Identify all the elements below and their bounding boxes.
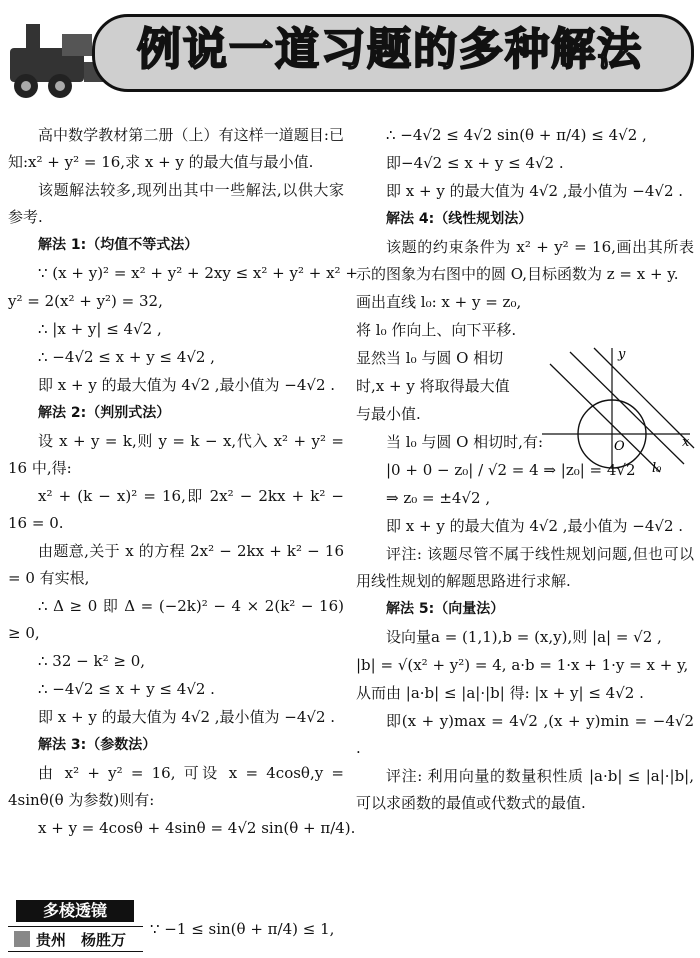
text-line: ∴ Δ ≥ 0 即 Δ = (−2k)² − 4 × 2(k² − 16) ≥ 0,	[8, 597, 344, 642]
text-line: 由题意,关于 x 的方程 2x² − 2kx + k² − 16 = 0 有实根,	[8, 542, 344, 587]
last-equation: ∵ −1 ≤ sin(θ + π/4) ≤ 1,	[150, 920, 335, 938]
text-line: 解法 1:（均值不等式法）	[38, 237, 199, 253]
origin-label: O	[614, 439, 625, 454]
text-line: 当 l₀ 与圆 O 相切时,有:	[386, 433, 544, 451]
text-line: 时,x + y 将取得最大值	[356, 377, 510, 395]
text-line: 解法 2:（判别式法）	[38, 405, 171, 421]
text-line: 即 x + y 的最大值为 4√2 ,最小值为 −4√2 .	[386, 517, 684, 535]
text-line: 高中数学教材第二册（上）有这样一道题目:已知:x² + y² = 16,求 x + y 的最大值与最小值.	[8, 126, 344, 171]
left-column	[8, 122, 358, 843]
header-banner	[0, 0, 700, 112]
tangent-line-1	[550, 364, 660, 472]
line-label: l₀	[652, 461, 662, 474]
text-line: 即 x + y 的最大值为 4√2 ,最小值为 −4√2 .	[38, 376, 336, 394]
text-line: 即 x + y 的最大值为 4√2 ,最小值为 −4√2 .	[386, 182, 684, 200]
text-line: 设向量a = (1,1),b = (x,y),则 |a| = √2 ,	[386, 628, 662, 646]
text-line: 评注: 利用向量的数量积性质 |a·b| ≤ |a|·|b|,可以求函数的最值或代数式的最值.	[356, 767, 694, 812]
text-line: ∴ |x + y| ≤ 4√2 ,	[38, 320, 162, 338]
text-line: ∴ −4√2 ≤ x + y ≤ 4√2 ,	[38, 348, 215, 366]
text-line: 将 l₀ 作向上、向下平移.	[356, 321, 517, 339]
text-line: 评注: 该题尽管不属于线性规划问题,但也可以用线性规划的解题思路进行求解.	[356, 545, 694, 590]
text-line: 即−4√2 ≤ x + y ≤ 4√2 .	[386, 154, 564, 172]
y-label: y	[618, 347, 626, 362]
text-line: y² = 2(x² + y²) = 32,	[8, 292, 163, 310]
x-label: x	[682, 435, 690, 450]
text-line: 即(x + y)max = 4√2 ,(x + y)min = −4√2 .	[356, 712, 694, 757]
page-title: 例说一道习题的多种解法	[137, 24, 643, 75]
circle-line-graph	[534, 344, 696, 474]
text-line: |0 + 0 − z₀| / √2 = 4 ⇒ |z₀| = 4√2	[386, 461, 636, 479]
text-line: 解法 3:（参数法）	[38, 737, 157, 753]
text-line: 与最小值.	[356, 405, 421, 423]
text-line: ∴ 32 − k² ≥ 0,	[38, 652, 146, 670]
text-line: 从而由 |a·b| ≤ |a|·|b| 得: |x + y| ≤ 4√2 .	[356, 684, 644, 702]
text-line: x² + (k − x)² = 16,即 2x² − 2kx + k² − 16 = 0.	[8, 487, 344, 532]
text-line: ∴ −4√2 ≤ x + y ≤ 4√2 .	[38, 680, 215, 698]
text-line: 解法 5:（向量法）	[386, 601, 505, 617]
text-line: 由 x² + y² = 16, 可设 x = 4cosθ,y = 4sinθ(θ 为参数)则有:	[8, 764, 344, 809]
text-line: 即 x + y 的最大值为 4√2 ,最小值为 −4√2 .	[38, 708, 336, 726]
author: 贵州 杨胜万	[8, 926, 143, 952]
text-line: 解法 4:（线性规划法）	[386, 211, 533, 227]
text-line: x + y = 4cosθ + 4sinθ = 4√2 sin(θ + π/4).	[38, 819, 356, 837]
text-line: ⇒ z₀ = ±4√2 ,	[386, 489, 491, 507]
text-line: 设 x + y = k,则 y = k − x,代入 x² + y² = 16 中,得:	[8, 432, 344, 477]
text-line: |b| = √(x² + y²) = 4, a·b = 1·x + 1·y = x + y,	[356, 656, 689, 674]
text-line: ∵ (x + y)² = x² + y² + 2xy ≤ x² + y² + x² +	[38, 264, 358, 282]
middle-line	[594, 348, 694, 448]
footer-badge	[8, 900, 143, 956]
text-line: 该题解法较多,现列出其中一些解法,以供大家参考.	[8, 181, 344, 226]
tangent-line-2	[570, 352, 684, 464]
text-line: 画出直线 l₀: x + y = z₀,	[356, 293, 522, 311]
text-line: 显然当 l₀ 与圆 O 相切	[356, 349, 504, 367]
text-line: ∴ −4√2 ≤ 4√2 sin(θ + π/4) ≤ 4√2 ,	[386, 126, 647, 144]
column-tag: 多棱透镜	[16, 900, 134, 922]
text-line: 该题的约束条件为 x² + y² = 16,画出其所表示的图象为右图中的圆 O,目标函数为 z = x + y.	[356, 238, 694, 283]
